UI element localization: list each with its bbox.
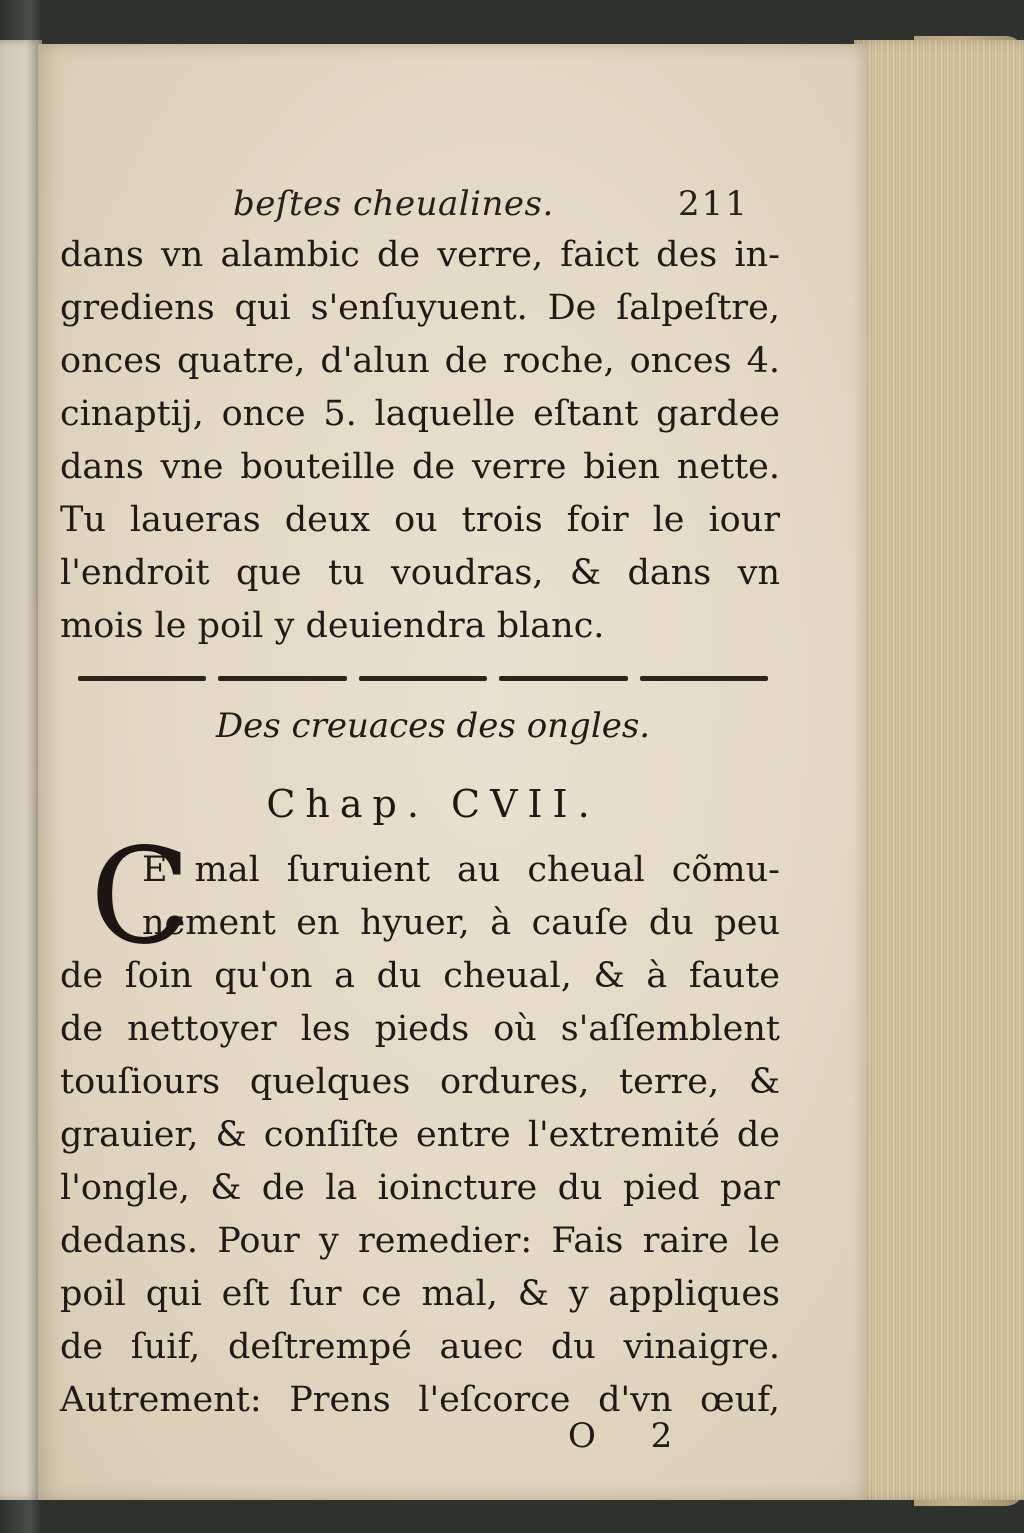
section-divider-rule (78, 676, 768, 681)
section-title: Des creuaces des ongles. (215, 706, 651, 746)
book-page (38, 44, 866, 1500)
page-number: 211 (678, 184, 749, 224)
running-head-title: beſtes cheualines. (233, 184, 554, 224)
chapter-paragraph (60, 820, 780, 1427)
text-line: l'ongle, & de la ioincture du pied par (60, 1168, 780, 1208)
signature-mark: O 2 (568, 1416, 695, 1456)
drop-cap-initial: C (90, 820, 191, 974)
text-line: de nettoyer les pieds où s'aſſemblent (60, 1009, 780, 1049)
text-line: E mal ſuruient au cheual cõmu- (142, 850, 780, 890)
text-line: cinaptij, once 5. laquelle eſtant gardee (60, 394, 780, 434)
text-line: grediens qui s'enſuyuent. De ſalpeſtre, (60, 288, 780, 328)
text-line: l'endroit que tu voudras, & dans vn (60, 553, 780, 593)
rule-segment (359, 676, 487, 681)
rule-segment (78, 676, 206, 681)
page-block-edge (854, 40, 1024, 1500)
text-line: touſiours quelques ordures, terre, & (60, 1062, 780, 1102)
text-line: onces quatre, d'alun de roche, onces 4. (60, 341, 780, 381)
text-line: Tu laueras deux ou trois foir le iour (60, 500, 780, 540)
facing-page-edge (0, 40, 42, 1500)
rule-segment (218, 676, 346, 681)
text-line: de ſoin qu'on a du cheual, & à faute (60, 956, 780, 996)
text-line: Autrement: Prens l'eſcorce d'vn œuf, (60, 1380, 780, 1420)
text-line: dans vn alambic de verre, faict des in- (60, 235, 780, 275)
chapter-heading: Chap. CVII. (266, 782, 600, 826)
text-line: mois le poil y deuiendra blanc. (60, 606, 605, 646)
text-line: dedans. Pour y remedier: Fais raire le (60, 1221, 780, 1261)
text-line: dans vne bouteille de verre bien nette. (60, 447, 780, 487)
text-line: nement en hyuer, à cauſe du peu (142, 903, 780, 943)
paragraph-continued (60, 229, 780, 653)
text-line: de ſuif, deſtrempé auec du vinaigre. (60, 1327, 780, 1367)
rule-segment (640, 676, 768, 681)
text-line: grauier, & conſiſte entre l'extremité de (60, 1115, 780, 1155)
rule-segment (499, 676, 627, 681)
text-line: poil qui eſt ſur ce mal, & y appliques (60, 1274, 780, 1314)
